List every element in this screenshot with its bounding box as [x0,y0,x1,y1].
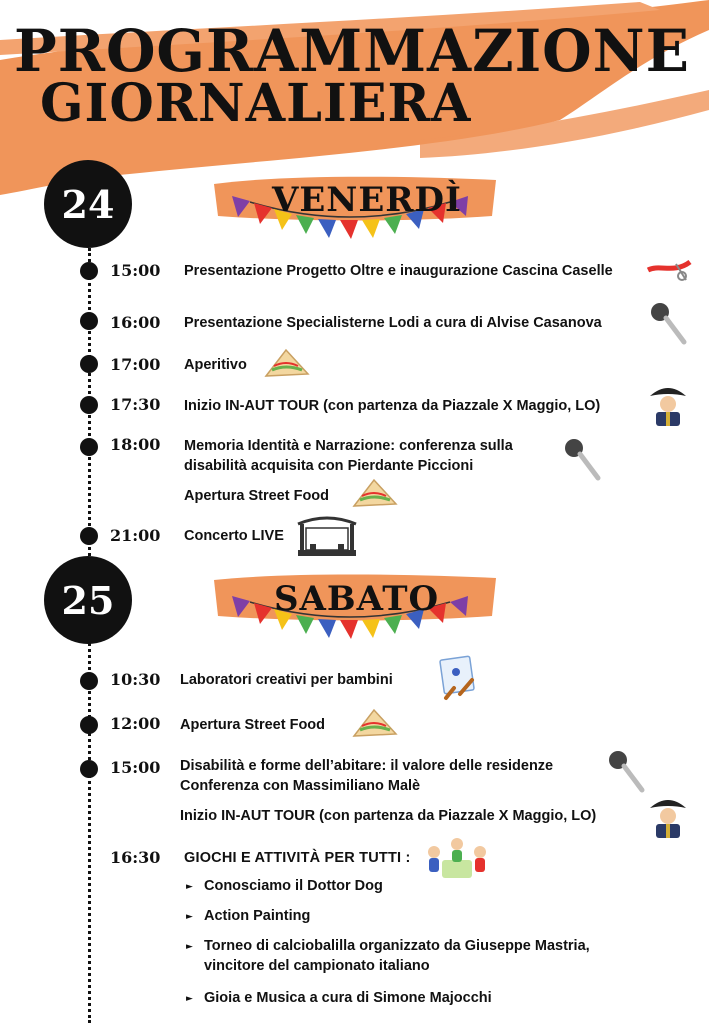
event-time: 16:00 [110,313,161,332]
activity-item-continued: vincitore del campionato italiano [204,958,430,974]
event-time: 18:00 [110,435,161,454]
activity-item: Action Painting [204,908,311,924]
event-title-line2: Conferenza con Massimiliano Malè [180,778,421,794]
ribbon-cutting-icon [646,254,694,284]
event-title: Inizio IN-AUT TOUR (con partenza da Piazzale X Maggio, LO) [180,808,597,824]
drawing-icon [438,654,484,702]
bullet-icon: ► [186,942,193,952]
timeline-dot [80,355,98,373]
day-number-circle: 25 [44,556,132,644]
activity-item: Conosciamo il Dottor Dog [204,878,383,894]
timeline-dot [80,312,98,330]
event-time: 15:00 [110,758,161,777]
sandwich-icon [350,706,400,742]
napoleon-icon [648,794,688,840]
timeline-dot [80,262,98,280]
microphone-icon [606,748,646,796]
kids-playing-icon [424,834,490,882]
bullet-icon: ► [186,882,193,892]
napoleon-icon [648,382,688,428]
event-title: Laboratori creativi per bambini [180,672,393,688]
bullet-icon: ► [186,994,193,1004]
event-title-line1: Memoria Identità e Narrazione: conferenza sulla [184,438,513,454]
sandwich-icon [262,346,312,382]
event-time: 10:30 [110,670,161,689]
event-title: Inizio IN-AUT TOUR (con partenza da Piazzale X Maggio, LO) [184,398,601,414]
event-title: Presentazione Specialisterne Lodi a cura di Alvise Casanova [184,315,602,331]
timeline-dot [80,760,98,778]
event-title-line2: disabilità acquisita con Pierdante Piccioni [184,458,474,474]
bullet-icon: ► [186,912,193,922]
activity-item: Gioia e Musica a cura di Simone Majocchi [204,990,492,1006]
event-time: 21:00 [110,526,161,545]
timeline-dot [80,672,98,690]
event-title: Presentazione Progetto Oltre e inaugurazione Cascina Caselle [184,263,613,279]
microphone-icon [648,300,688,348]
page-title-line2: GIORNALIERA [40,73,472,134]
event-title: GIOCHI E ATTIVITÀ PER TUTTI : [184,850,411,866]
microphone-icon [562,436,602,484]
event-time: 17:30 [110,395,161,414]
event-time: 12:00 [110,714,161,733]
timeline-dot [80,716,98,734]
stage-icon [296,514,358,558]
event-time: 17:00 [110,355,161,374]
event-time: 15:00 [110,261,161,280]
day-name: SABATO [274,579,440,619]
activity-item: Torneo di calciobalilla organizzato da Giuseppe Mastria, [204,938,590,954]
event-title: Concerto LIVE [184,528,284,544]
timeline-dot [80,396,98,414]
day-number-circle: 24 [44,160,132,248]
event-title: Aperitivo [184,357,247,373]
event-title: Apertura Street Food [184,488,330,504]
day-name: VENERDÌ [272,180,462,220]
timeline-dot [80,527,98,545]
timeline-dot [80,438,98,456]
page-title-line1: PROGRAMMAZIONE [14,17,690,85]
event-time: 16:30 [110,848,161,867]
event-title-line1: Disabilità e forme dell’abitare: il valore delle residenze [180,758,554,774]
event-title: Apertura Street Food [180,717,326,733]
sandwich-icon [350,476,400,512]
